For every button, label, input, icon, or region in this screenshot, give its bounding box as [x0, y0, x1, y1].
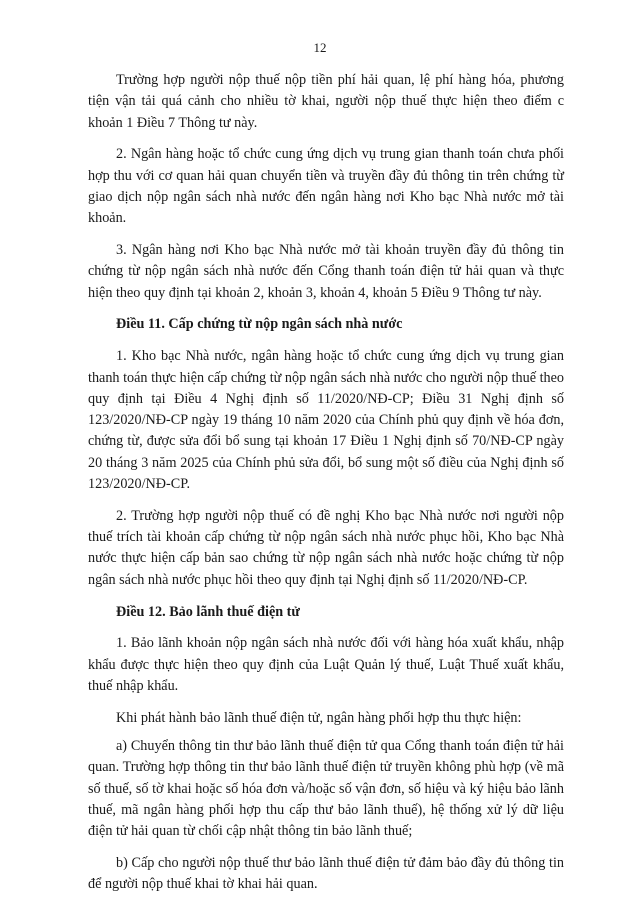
paragraph: 2. Trường hợp người nộp thuế có đề nghị Kho bạc Nhà nước nơi người nộp thuế trích tài khoản cấp chứng từ nộp ngân sách nhà nước phục hồi, Kho bạc Nhà nước thực hiện cấp bản sao chứng từ nộp ngân sách nhà nước hoặc chứng từ nộp ngân sách nhà nước phục hồi theo quy định tại Nghị định số 11/2020/NĐ-CP. [88, 507, 564, 588]
paragraph: 1. Bảo lãnh khoản nộp ngân sách nhà nước đối với hàng hóa xuất khẩu, nhập khẩu được thực hiện theo quy định của Luật Quản lý thuế, Luật Thuế xuất khẩu, thuế nhập khẩu. [88, 635, 564, 694]
article-12-heading: Điều 12. Bảo lãnh thuế điện tử [116, 603, 300, 620]
paragraph: 1. Kho bạc Nhà nước, ngân hàng hoặc tổ chức cung ứng dịch vụ trung gian thanh toán thực hiện cấp chứng từ nộp ngân sách nhà nước cho người nộp thuế theo quy định tại Điều 4 Nghị định số 11/2020/NĐ-CP; Điều 31 Nghị định số 123/2020/NĐ-CP ngày 19 tháng 10 năm 2020 của Chính phủ quy định về hóa đơn, chứng từ, được sửa đổi bổ sung tại khoản 17 Điều 1 Nghị định số 70/NĐ-CP ngày 20 tháng 3 năm 2025 của Chính phủ sửa đổi, bổ sung một số điều của Nghị định số 123/2020/NĐ-CP. [88, 348, 564, 493]
paragraph: b) Cấp cho người nộp thuế thư bảo lãnh thuế điện tử đảm bảo đầy đủ thông tin để người nộp thuế khai tờ khai hải quan. [88, 855, 564, 893]
paragraph: 3. Ngân hàng nơi Kho bạc Nhà nước mở tài khoản truyền đầy đủ thông tin chứng từ nộp ngân sách nhà nước đến Cổng thanh toán điện tử hải quan và thực hiện theo quy định tại khoản 2, khoản 3, khoản 4, khoản 5 Điều 9 Thông tư này. [88, 242, 564, 301]
paragraph: 2. Ngân hàng hoặc tổ chức cung ứng dịch vụ trung gian thanh toán chưa phối hợp thu với cơ quan hải quan chuyển tiền và truyền đầy đủ thông tin trên chứng từ giao dịch nộp ngân sách nhà nước đến ngân hàng nơi Kho bạc Nhà nước mở tài khoản. [88, 146, 564, 227]
paragraph: a) Chuyển thông tin thư bảo lãnh thuế điện tử qua Cổng thanh toán điện tử hải quan. Trường hợp thông tin thư bảo lãnh thuế điện tử truyền không phù hợp (về mã số thuế, số tờ khai hoặc số hóa đơn và/hoặc số vận đơn, số hiệu và ký hiệu bảo lãnh thuế, mã ngân hàng phối hợp thu cấp thư bảo lãnh thuế), hệ thống xử lý dữ liệu điện tử hải quan từ chối cập nhật thông tin bảo lãnh thuế; [88, 738, 564, 840]
document-body [88, 70, 564, 906]
page-number: 12 [313, 40, 327, 55]
paragraph: Trường hợp người nộp thuế nộp tiền phí hải quan, lệ phí hàng hóa, phương tiện vận tải quá cảnh cho nhiều tờ khai, người nộp thuế thực hiện theo điểm c khoản 1 Điều 7 Thông tư này. [88, 72, 564, 131]
article-11-heading: Điều 11. Cấp chứng từ nộp ngân sách nhà nước [116, 316, 403, 333]
paragraph: Khi phát hành bảo lãnh thuế điện tử, ngân hàng phối hợp thu thực hiện: [116, 709, 522, 726]
